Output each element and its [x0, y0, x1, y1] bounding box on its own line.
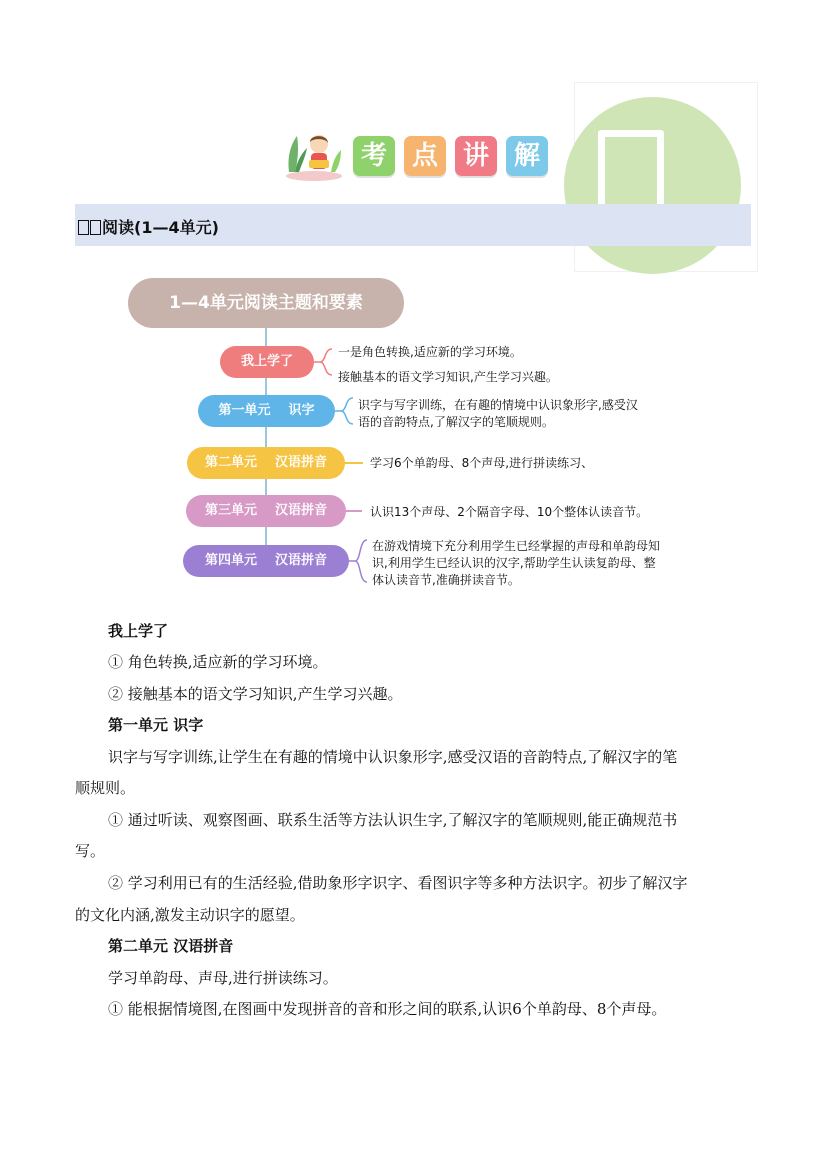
heading-wo-shang-xue-le: 我上学了 — [108, 622, 169, 640]
brace-connector — [335, 395, 357, 427]
paragraph: ① 能根据情境图,在图画中发现拼音的音和形之间的联系,认识6个单韵母、8个声母。 — [108, 1000, 667, 1018]
mindmap-desc-2a: 识字与写字训练，在有趣的情境中认识象形字,感受汉 — [358, 398, 638, 412]
connector-line — [345, 462, 363, 464]
mindmap-desc-1b: 接触基本的语文学习知识,产生学习兴趣。 — [338, 370, 558, 384]
header-tile-2: 点 — [404, 136, 446, 176]
mindmap-node-3: 第二单元 汉语拼音 — [187, 447, 345, 479]
header-tile-4: 解 — [506, 136, 548, 176]
paragraph: 学习单韵母、声母,进行拼读练习。 — [108, 969, 338, 987]
brace-connector — [314, 346, 336, 378]
paragraph: ① 通过听读、观察图画、联系生活等方法认识生字,了解汉字的笔顺规则,能正确规范书 — [108, 811, 678, 829]
paragraph: ① 角色转换,适应新的学习环境。 — [108, 653, 328, 671]
paragraph: ② 学习利用已有的生活经验,借助象形字识字、看图识字等多种方法识字。初步了解汉字 — [108, 874, 688, 892]
girl-reading-illustration — [283, 126, 345, 182]
missing-glyph-icon — [78, 220, 89, 235]
mindmap-desc-2b: 语的音韵特点,了解汉字的笔顺规则。 — [358, 415, 554, 429]
mindmap-desc-5c: 体认读音节,准确拼读音节。 — [372, 573, 520, 587]
mindmap-desc-5b: 识,利用学生已经认识的汉字,帮助学生认读复韵母、整 — [372, 556, 656, 570]
missing-glyph-icon — [90, 220, 101, 235]
paragraph-continuation: 写。 — [75, 842, 106, 860]
mindmap-desc-4: 认识13个声母、2个隔音字母、10个整体认读音节。 — [370, 505, 649, 519]
mindmap-node-2: 第一单元 识字 — [198, 395, 335, 427]
mindmap-title: 1—4单元阅读主题和要素 — [128, 278, 404, 328]
paragraph: ② 接触基本的语文学习知识,产生学习兴趣。 — [108, 685, 403, 703]
header-tile-1: 考 — [353, 136, 395, 176]
heading-unit-1: 第一单元 识字 — [108, 716, 204, 734]
mindmap-desc-3: 学习6个单韵母、8个声母,进行拼读练习、 — [370, 456, 594, 470]
mindmap-node-4: 第三单元 汉语拼音 — [186, 495, 346, 527]
brace-connector — [349, 537, 371, 585]
mindmap-node-5: 第四单元 汉语拼音 — [183, 545, 349, 577]
paragraph-continuation: 顺规则。 — [75, 779, 136, 797]
mindmap-desc-1a: 一是角色转换,适应新的学习环境。 — [338, 345, 522, 359]
mindmap-node-1: 我上学了 — [220, 346, 314, 378]
header-tile-3: 讲 — [455, 136, 497, 176]
paragraph-continuation: 的文化内涵,激发主动识字的愿望。 — [75, 906, 305, 924]
section-title: 阅读(1—4单元) — [78, 218, 219, 238]
mindmap-desc-5a: 在游戏情境下充分利用学生已经掌握的声母和单韵母知 — [372, 539, 661, 553]
paragraph: 识字与写字训练,让学生在有趣的情境中认识象形字,感受汉语的音韵特点,了解汉字的笔 — [108, 748, 678, 766]
connector-line — [346, 510, 362, 512]
heading-unit-2: 第二单元 汉语拼音 — [108, 937, 234, 955]
